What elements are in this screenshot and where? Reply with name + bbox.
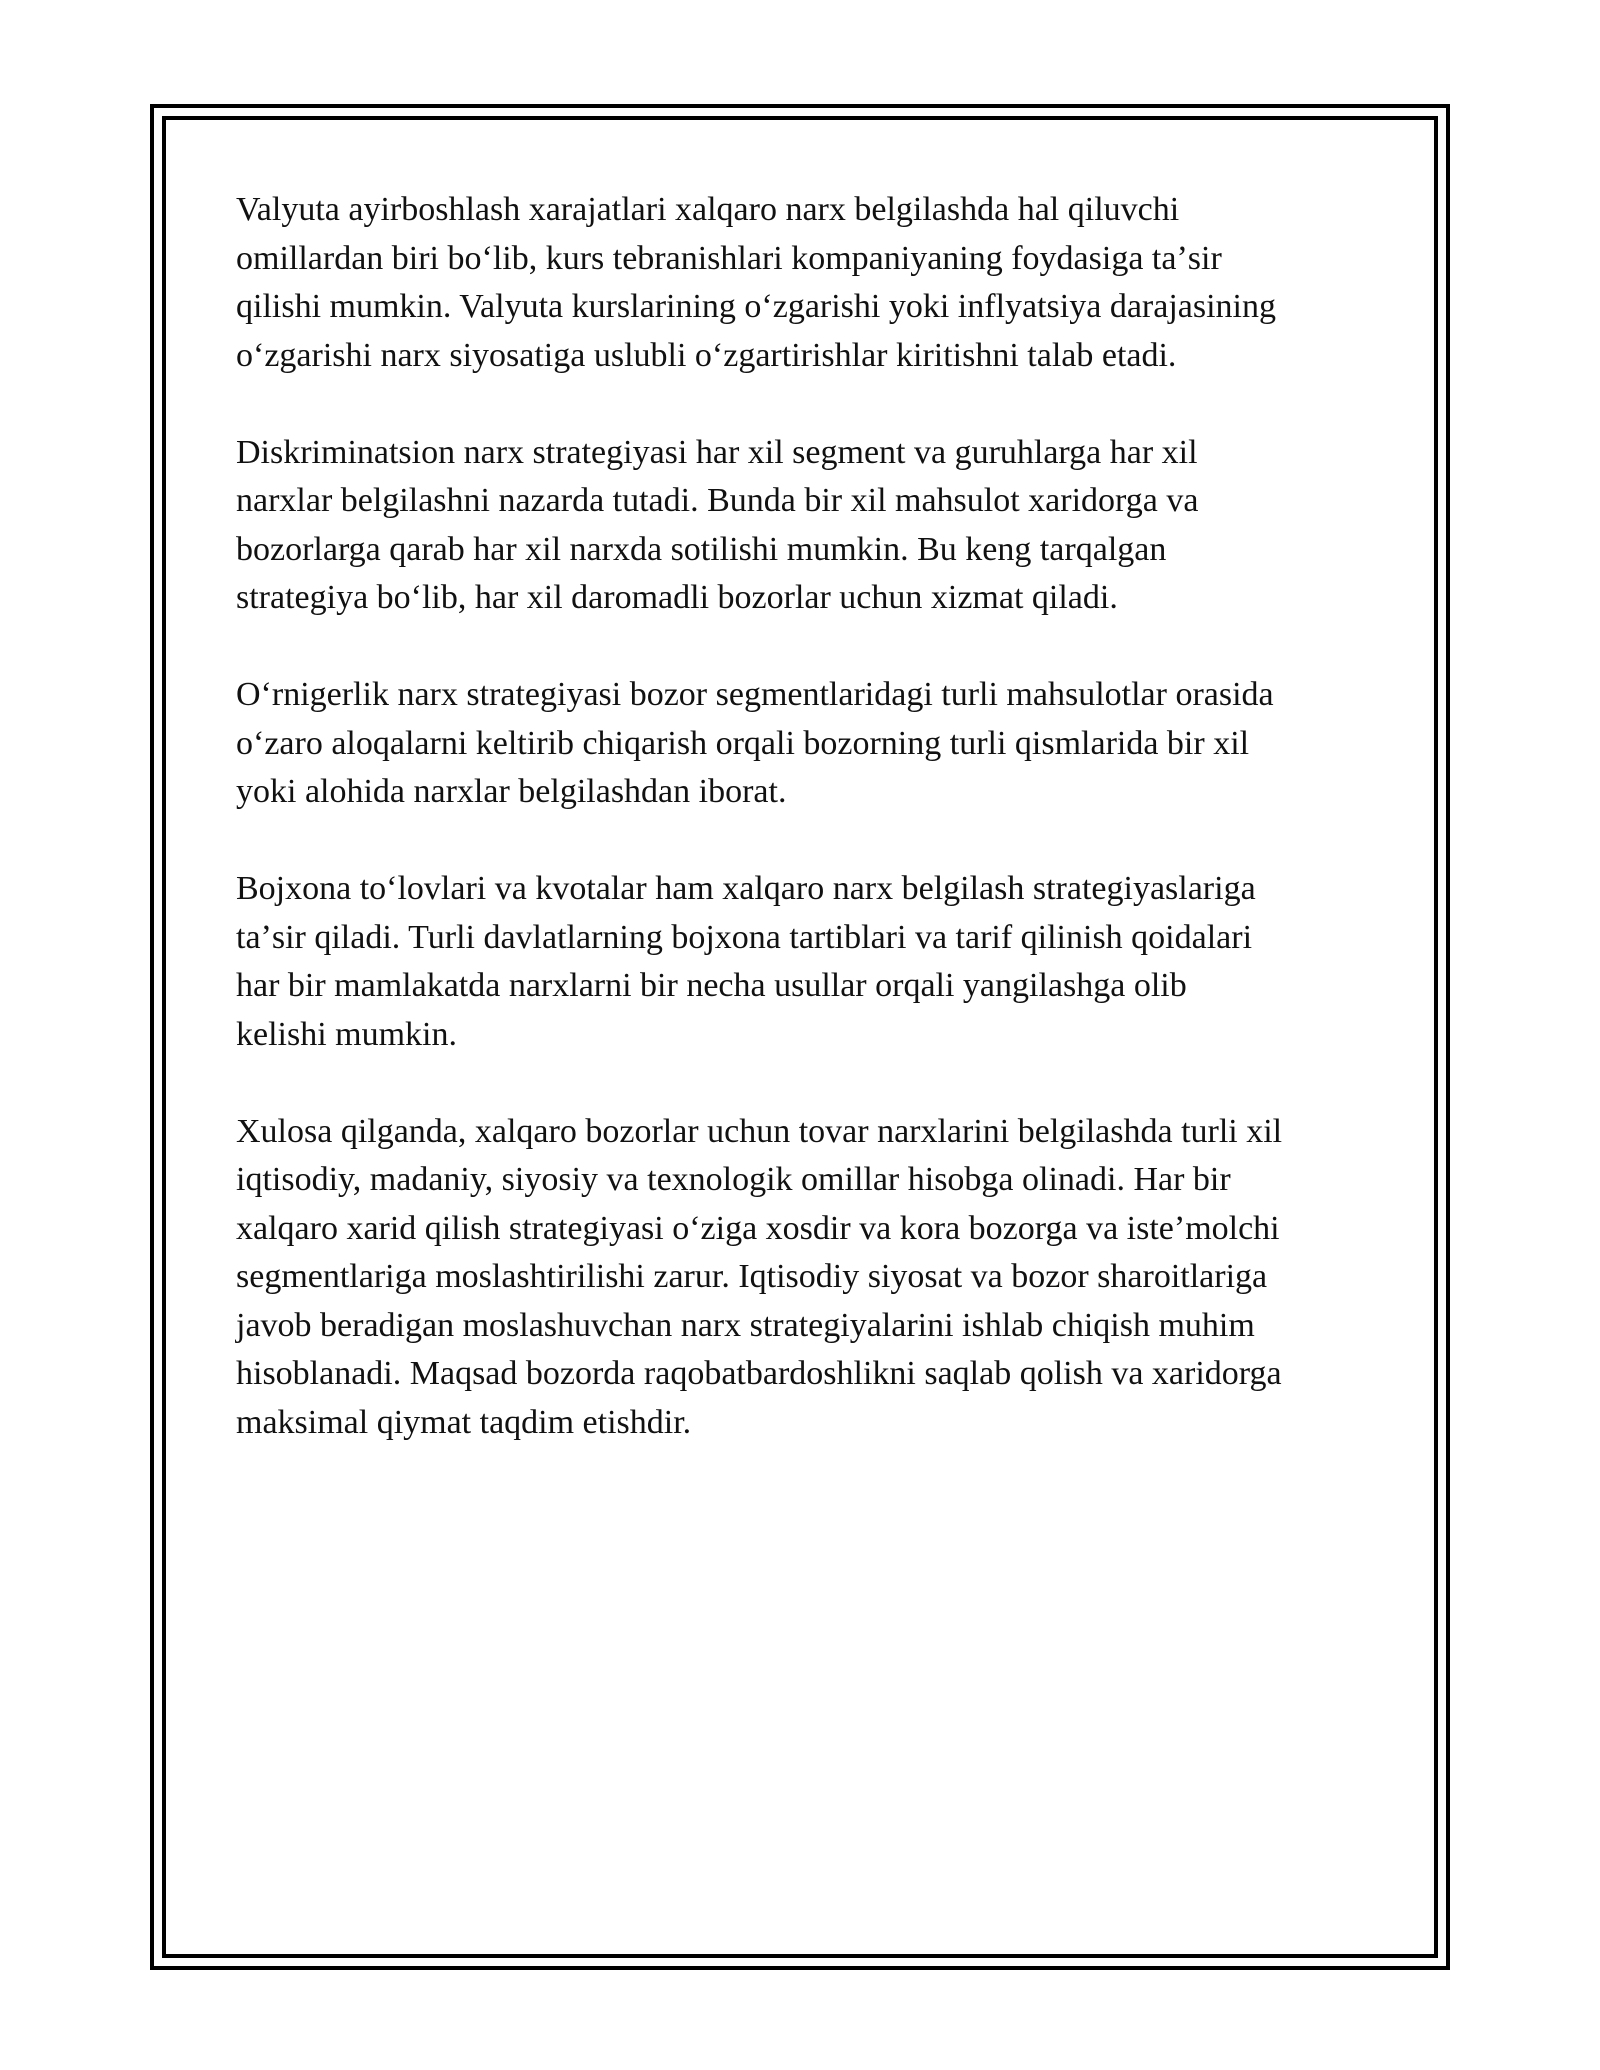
paragraph-conclusion: Xulosa qilganda, xalqaro bozorlar uchun tovar narxlarini belgilashda turli xil iqtisodiy, madaniy, siyosiy va texnologik omillar hisobga olinadi. Har bir xalqaro xarid qilish strategiyasi oʻziga xosdir va kora bozorga va isteʼmolchi segmentlariga moslashtirilishi zarur. Iqtisodiy siyosat va bozor sharoitlariga javob beradigan moslashuvchan narx strategiyalarini ishlab chiqish muhim hisoblanadi. Maqsad bozorda raqobatbardoshlikni saqlab qolish va xaridorga maksimal qiymat taqdim etishdir. (236, 1112, 1283, 1441)
paragraph-substitution-pricing: Oʻrnigerlik narx strategiyasi bozor segmentlaridagi turli mahsulotlar orasida oʻzaro aloqalarni keltirib chiqarish orqali bozorning turli qismlarida bir xil yoki alohida narxlar belgilashdan iborat. (236, 676, 1274, 810)
paragraph-customs-duties: Bojxona toʻlovlari va kvotalar ham xalqaro narx belgilash strategiyaslariga taʼsir qiladi. Turli davlatlarning bojxona tartiblari va tarif qilinish qoidalari har bir mamlakatda narxlarni bir necha usullar orqali yangilashga olib kelishi mumkin. (236, 870, 1256, 1053)
paragraph-discriminatory-pricing: Diskriminatsion narx strategiyasi har xil segment va guruhlarga har xil narxlar belgilashni nazarda tutadi. Bunda bir xil mahsulot xaridorga va bozorlarga qarab har xil narxda sotilishi mumkin. Bu keng tarqalgan strategiya boʻlib, har xil daromadli bozorlar uchun xizmat qiladi. (236, 433, 1199, 616)
document-body (236, 186, 1396, 1496)
paragraph-currency-exchange: Valyuta ayirboshlash xarajatlari xalqaro narx belgilashda hal qiluvchi omillardan biri boʻlib, kurs tebranishlari kompaniyaning foydasiga taʼsir qilishi mumkin. Valyuta kurslarining oʻzgarishi yoki inflyatsiya darajasining oʻzgarishi narx siyosatiga uslubli oʻzgartirishlar kiritishni talab etadi. (236, 191, 1276, 374)
